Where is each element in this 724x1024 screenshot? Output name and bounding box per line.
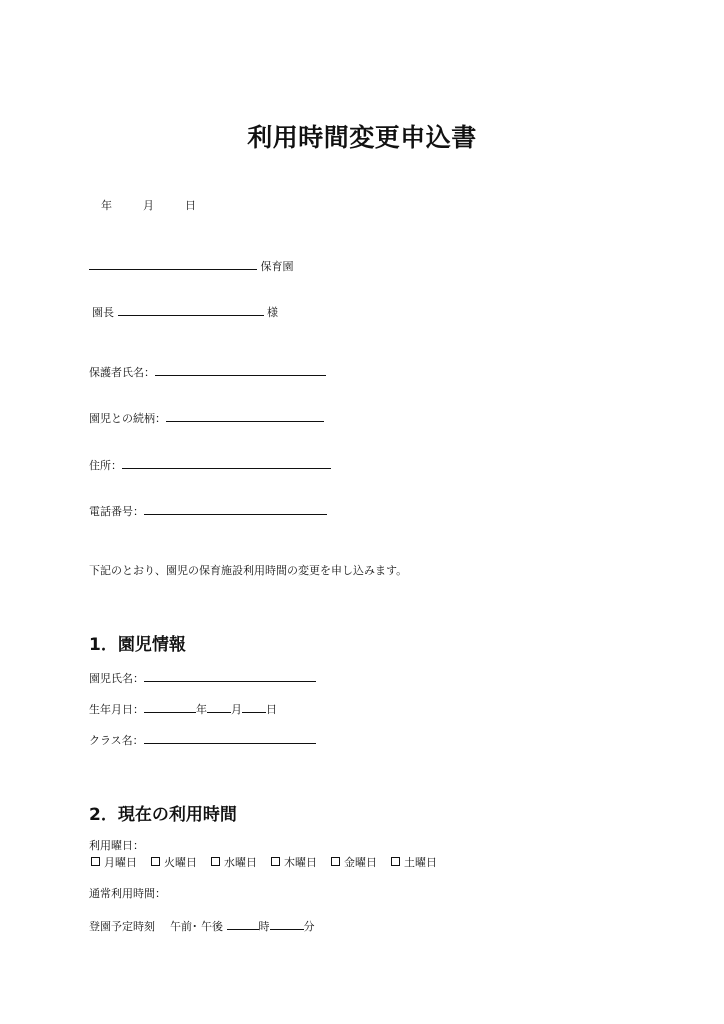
birth-day-unit: 日 (266, 703, 277, 716)
birth-year-field[interactable] (144, 700, 196, 713)
class-row (89, 731, 316, 748)
usual-time-label: 通常利用時間： (89, 887, 166, 900)
child-name-row (89, 669, 316, 686)
section2-heading: 2．現在の利用時間 (89, 805, 237, 825)
relationship-field[interactable] (166, 409, 324, 422)
phone-row (89, 502, 327, 519)
guardian-name-field[interactable] (155, 363, 326, 376)
arrival-hour-field[interactable] (227, 917, 259, 930)
day-option-monday[interactable] (91, 854, 137, 870)
nursery-line (89, 257, 294, 274)
relationship-row (89, 409, 324, 426)
guardian-name-label: 保護者氏名： (89, 366, 155, 379)
document-title: 利用時間変更申込書 (247, 123, 477, 152)
arrival-label: 登園予定時刻 (89, 920, 155, 933)
guardian-name-row (89, 363, 326, 380)
phone-field[interactable] (144, 502, 327, 515)
address-field[interactable] (122, 456, 331, 469)
intro-text: 下記のとおり、園児の保育施設利用時間の変更を申し込みます。 (89, 564, 408, 577)
birth-month-unit: 月 (231, 703, 242, 716)
class-label: クラス名： (89, 734, 144, 747)
checkbox-icon[interactable] (391, 857, 400, 866)
day-label: 火曜日 (164, 856, 197, 869)
director-name-field[interactable] (118, 303, 264, 316)
date-month: 月 (143, 199, 154, 212)
date-year: 年 (101, 199, 112, 212)
checkbox-icon[interactable] (271, 857, 280, 866)
director-line (92, 303, 278, 320)
day-label: 土曜日 (404, 856, 437, 869)
child-name-label: 園児氏名： (89, 672, 144, 685)
arrival-minute-field[interactable] (270, 917, 304, 930)
days-checkbox-row (91, 854, 451, 870)
hour-unit: 時 (258, 920, 270, 933)
birth-month-field[interactable] (207, 700, 231, 713)
day-option-friday[interactable] (331, 854, 377, 870)
am-pm-label: 午前･ 午後 (170, 920, 223, 933)
day-label: 月曜日 (104, 856, 137, 869)
checkbox-icon[interactable] (331, 857, 340, 866)
birth-year-unit: 年 (196, 703, 207, 716)
birthdate-label: 生年月日： (89, 703, 144, 716)
day-option-wednesday[interactable] (211, 854, 257, 870)
day-label: 水曜日 (224, 856, 257, 869)
nursery-name-field[interactable] (89, 257, 257, 270)
nursery-suffix: 保育園 (260, 260, 294, 273)
child-name-field[interactable] (144, 669, 316, 682)
date-day: 日 (185, 199, 196, 212)
day-option-saturday[interactable] (391, 854, 437, 870)
date-line (101, 197, 196, 213)
phone-label: 電話番号： (89, 505, 144, 518)
checkbox-icon[interactable] (151, 857, 160, 866)
section1-heading: 1．園児情報 (89, 635, 186, 655)
minute-unit: 分 (303, 920, 315, 933)
checkbox-icon[interactable] (211, 857, 220, 866)
relationship-label: 園児との続柄： (89, 412, 166, 425)
director-honorific: 様 (267, 306, 278, 319)
days-label: 利用曜日： (89, 839, 144, 852)
day-option-thursday[interactable] (271, 854, 317, 870)
birthdate-row (89, 700, 277, 717)
address-row (89, 456, 331, 473)
address-label: 住所： (89, 459, 122, 472)
checkbox-icon[interactable] (91, 857, 100, 866)
arrival-time-row (89, 917, 315, 934)
director-prefix: 園長 (92, 306, 114, 319)
day-option-tuesday[interactable] (151, 854, 197, 870)
birth-day-field[interactable] (242, 700, 266, 713)
day-label: 木曜日 (284, 856, 317, 869)
day-label: 金曜日 (344, 856, 377, 869)
class-field[interactable] (144, 731, 316, 744)
